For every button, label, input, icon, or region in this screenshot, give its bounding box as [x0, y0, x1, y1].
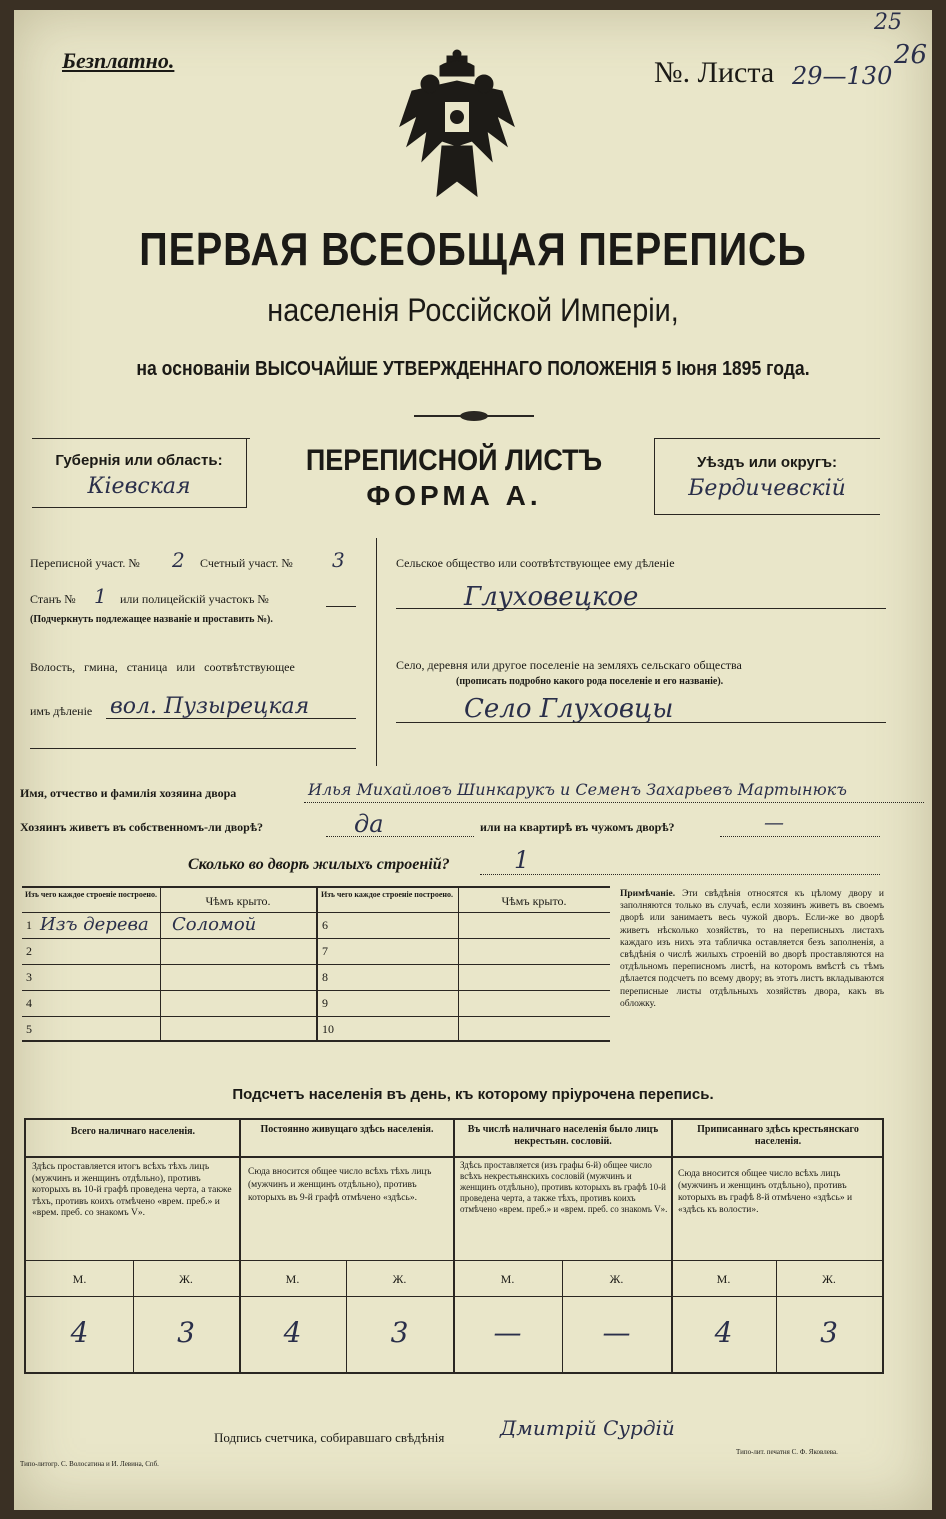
- building-row-7-number: 7: [322, 944, 328, 958]
- own-yard-value: да: [354, 810, 384, 838]
- basis-line: на основаніи ВЫСОЧАЙШЕ УТВЕРЖДЕННАГО ПОЛОЖЕНІЯ 5 Іюня 1895 года.: [136, 358, 810, 380]
- corner-note-top: 25: [874, 10, 902, 35]
- footer-left: Типо-литогр. С. Волосатина и И. Левина, Спб.: [20, 1460, 159, 1468]
- buildings-underline: [480, 874, 880, 875]
- volost-value: вол. Пузырецкая: [110, 694, 310, 719]
- village-label: Село, деревня или другое поселеніе на земляхъ сельскаго общества: [396, 658, 742, 672]
- own-yard-label: Хозяинъ живетъ въ собственномъ-ли дворѣ?: [20, 820, 264, 834]
- count-area-label: Счетный участ. №: [200, 556, 293, 570]
- building-row-1-number: 1: [26, 918, 32, 932]
- building-row-6-number: 6: [322, 918, 328, 932]
- left-block-bottom-rule: [30, 748, 356, 749]
- note-block: [620, 888, 884, 1010]
- tally-group-3-m-label: М.: [500, 1272, 515, 1286]
- stan-label: Станъ №: [30, 592, 76, 606]
- village-underline: [396, 722, 886, 723]
- ornament-divider: [414, 411, 534, 421]
- tally-group-2-head: Постоянно живущаго здѣсь населенія.: [260, 1124, 434, 1135]
- tally-group-4-f-value: 3: [820, 1316, 838, 1349]
- census-area-value: 2: [172, 548, 185, 572]
- tally-group-2-f-value: 3: [390, 1316, 409, 1349]
- police-label: или полицейскій участокъ №: [120, 592, 269, 606]
- owner-value: Илья Михайловъ Шинкарукъ и Семенъ Захарьевъ Мартынюкъ: [308, 780, 847, 799]
- double-headed-eagle-emblem: [392, 46, 522, 206]
- volost-label: Волость, гмина, станица или соотвѣтствующее: [30, 660, 295, 674]
- corner-note-bottom: 26: [894, 40, 928, 70]
- tally-title: Подсчетъ населенія въ день, къ которому пріурочена перепись.: [232, 1086, 714, 1103]
- building-row-10-number: 10: [322, 1022, 334, 1036]
- village-value: Село Глуховцы: [464, 694, 674, 724]
- census-form-page: [14, 10, 932, 1510]
- subtitle: населенія Россійской Имперіи,: [267, 292, 679, 328]
- building-row-5-number: 5: [26, 1022, 32, 1036]
- note-title: Примѣчаніе.: [620, 889, 676, 899]
- signature-label: Подпись счетчика, собиравшаго свѣдѣнія: [214, 1430, 445, 1445]
- rent-underline: [720, 836, 880, 837]
- buildings-col-material: Изъ чего каждое строеніе построено.: [24, 890, 158, 899]
- district-label: Уѣздъ или округъ:: [696, 454, 838, 471]
- district-underline: [654, 514, 880, 515]
- underline-note: (Подчеркнуть подлежащее названіе и проставить №).: [30, 614, 273, 625]
- tally-group-1-f-label: Ж.: [179, 1272, 193, 1286]
- tally-group-1-m-label: М.: [72, 1272, 87, 1286]
- buildings-col-material-2: Изъ чего каждое строеніе построено.: [320, 890, 454, 899]
- tally-group-3-f-label: Ж.: [609, 1272, 624, 1286]
- form-title-line2: ФОРМА А.: [366, 480, 542, 511]
- tally-group-1-f-value: 3: [177, 1316, 195, 1349]
- society-value: Глуховецкое: [464, 582, 639, 612]
- census-area-label: Переписной участ. №: [30, 556, 140, 570]
- owner-label: Имя, отчество и фамилія хозяина двора: [20, 786, 237, 800]
- building-row-2-number: 2: [26, 944, 32, 958]
- society-label: Сельское общество или соотвѣтствующее ему дѣленіе: [396, 556, 675, 570]
- tally-group-1-head: Всего наличнаго населенія.: [70, 1126, 196, 1137]
- rent-value: —: [764, 810, 784, 834]
- tally-group-3-head: Въ числѣ наличнаго населенія было лицъ некрестьян. сословій.: [467, 1124, 659, 1147]
- tally-group-2-f-label: Ж.: [392, 1272, 407, 1286]
- tally-table: [24, 1118, 884, 1374]
- province-underline: [32, 507, 246, 508]
- main-title: ПЕРВАЯ ВСЕОБЩАЯ ПЕРЕПИСЬ: [139, 223, 807, 275]
- count-area-value: 3: [332, 548, 345, 572]
- free-label: Безплатно.: [62, 48, 175, 73]
- village-note: (прописать подробно какого рода поселеніе и его названіе).: [456, 676, 724, 687]
- buildings-value: 1: [514, 846, 530, 874]
- buildings-col-roof: Чѣмъ крыто.: [205, 894, 271, 908]
- district-value: Бердичевскій: [688, 476, 846, 501]
- own-yard-underline: [326, 836, 474, 837]
- footer-right: Типо-лит. печатня С. Ф. Яковлева.: [736, 1448, 838, 1456]
- province-top-rule: [32, 438, 250, 439]
- district-top-rule: [654, 438, 880, 439]
- stan-value: 1: [94, 584, 107, 608]
- rent-label: или на квартирѣ въ чужомъ дворѣ?: [480, 820, 675, 834]
- tally-group-3-desc: Здѣсь проставляется (изъ графы 6-й) общее число всѣхъ некрестьянскихъ сословій (мужчинъ и женщинъ отдѣльно), противъ которыхъ въ графѣ 10-й проведена черта, а также тѣхъ, противъ коихъ отмѣчено «врем. преб.» и «врем. преб. со знакомъ V».: [460, 1160, 668, 1214]
- tally-group-4-head: Приписаннаго здѣсь крестьянскаго населенія.: [697, 1124, 859, 1147]
- tally-group-4-desc: Сюда вносится общее число всѣхъ лицъ (мужчинъ и женщинъ отдѣльно), противъ которыхъ въ графѣ 8-й отмѣчено «здѣсь» и «здѣсь къ волости».: [678, 1169, 853, 1215]
- tally-group-1-m-value: 4: [70, 1316, 89, 1349]
- tally-group-2-m-value: 4: [283, 1316, 302, 1349]
- buildings-table: [22, 886, 610, 1042]
- form-title-line1: ПЕРЕПИСНОЙ ЛИСТЪ: [305, 444, 603, 477]
- building-row-1-material: Изъ дерева: [40, 914, 149, 935]
- society-underline: [396, 608, 886, 609]
- building-row-3-number: 3: [26, 970, 32, 984]
- tally-group-4-f-label: Ж.: [822, 1272, 836, 1286]
- tally-group-4-m-value: 4: [714, 1316, 733, 1349]
- volost-label-2: имъ дѣленіе: [30, 704, 93, 718]
- buildings-col-roof-2: Чѣмъ крыто.: [501, 894, 567, 908]
- province-value: Кіевская: [87, 474, 191, 499]
- building-row-9-number: 9: [322, 996, 328, 1010]
- building-row-1-roof: Соломой: [172, 914, 257, 935]
- sheet-number-label: №. Листа: [654, 56, 775, 89]
- sheet-number-value: 29—130: [792, 62, 893, 90]
- police-blank: [326, 606, 356, 607]
- info-divider: [376, 538, 377, 766]
- owner-underline: [304, 802, 924, 803]
- tally-group-3-m-value: —: [493, 1316, 522, 1349]
- signature-value: Дмитрій Сурдій: [500, 1416, 675, 1440]
- building-row-4-number: 4: [26, 996, 32, 1010]
- buildings-label: Сколько во дворѣ жилыхъ строеній?: [188, 856, 450, 873]
- province-right-rule: [246, 438, 247, 508]
- note-text: Эти свѣдѣнія относятся къ цѣлому двору и заполняются только въ случаѣ, если хозяинъ живетъ въ своемъ дворѣ или занимаетъ весь чужой дворъ. Если-же во дворѣ живетъ нѣсколько хозяйствъ, то на переписныхъ листахъ каждаго изъ нихъ эта табличка оставляется безъ заполненія, а свѣдѣнія о числѣ жилыхъ строеній во дворѣ проставляются на отдѣльномъ переписномъ листѣ, на которомъ вмѣстѣ съ тѣмъ дѣлается подсчетъ по всему двору; въ этотъ листъ вкладываются переписные листы отдѣльныхъ хозяйствъ двора, какъ въ обложку.: [620, 889, 885, 1009]
- province-label: Губернія или область:: [55, 452, 223, 469]
- tally-group-2-desc: Сюда вносится общее число всѣхъ тѣхъ лицъ (мужчинъ и женщинъ отдѣльно), противъ которыхъ въ 9-й графѣ отмѣчено «здѣсь».: [248, 1167, 432, 1203]
- tally-group-2-m-label: М.: [285, 1272, 300, 1286]
- tally-group-3-f-value: —: [602, 1316, 631, 1349]
- building-row-8-number: 8: [322, 970, 328, 984]
- tally-group-1-desc: Здѣсь проставляется итогъ всѣхъ тѣхъ лицъ (мужчинъ и женщинъ отдѣльно), противъ которыхъ въ 10-й графѣ проведена черта, а также тѣхъ, противъ коихъ отмѣчено «врем. преб.» и «врем. преб. со знакомъ V».: [32, 1162, 232, 1218]
- volost-underline: [106, 718, 356, 719]
- tally-group-4-m-label: М.: [716, 1272, 731, 1286]
